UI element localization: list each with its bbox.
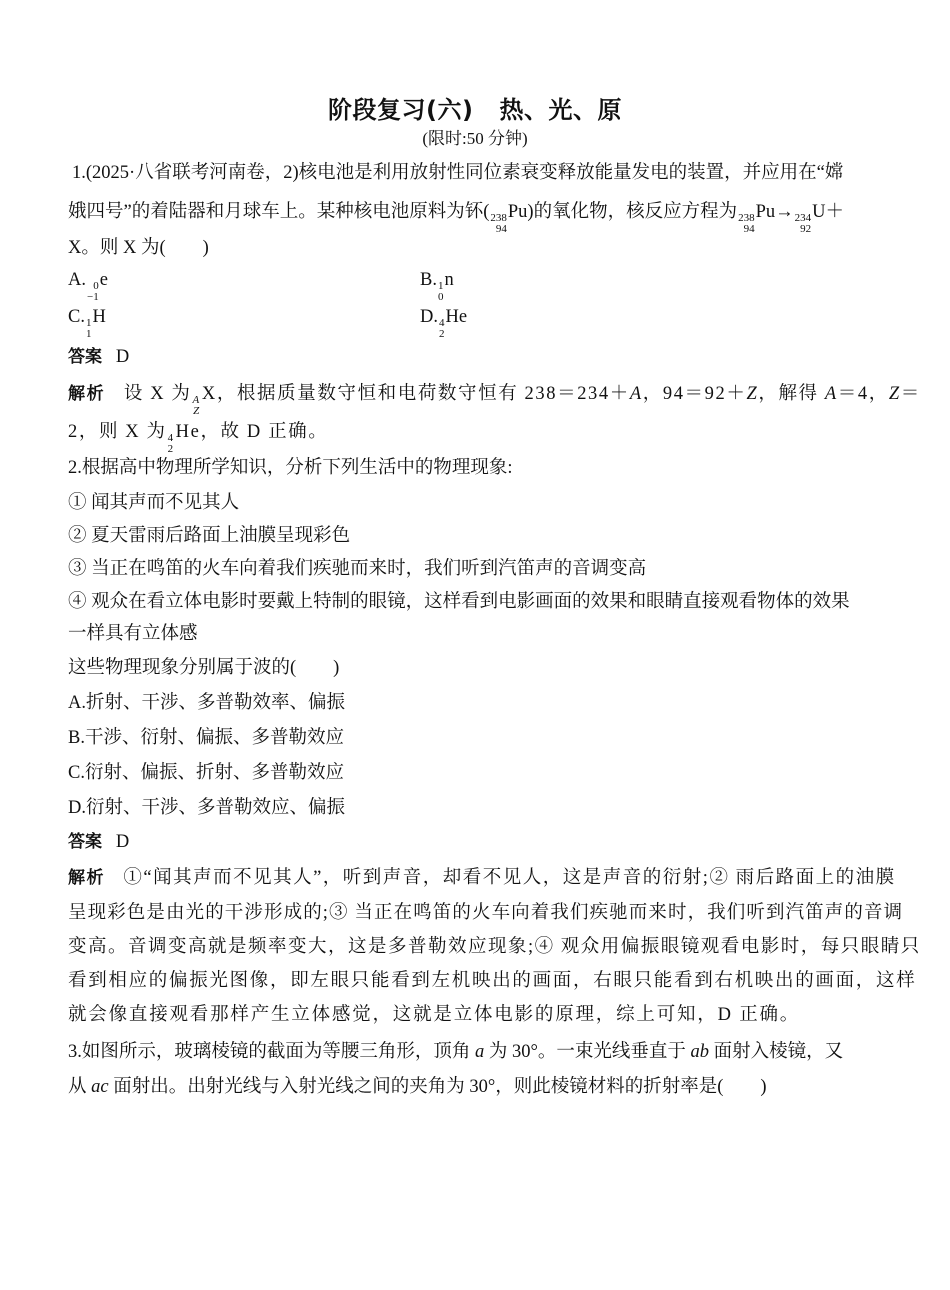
q2-analysis-line5: 就会像直接观看那样产生立体感觉，这就是立体电影的原理，综上可知，D 正确。: [68, 1005, 801, 1025]
q2-item-4-cont: 一样具有立体感: [68, 624, 198, 644]
q2-analysis-line2: 呈现彩色是由光的干涉形成的;③ 当正在鸣笛的火车向着我们疾驰而来时，我们听到汽笛声的音调: [68, 903, 904, 923]
q2-answer: 答案 D: [68, 832, 130, 852]
page-title: [0, 90, 950, 125]
q2-item-1: ① 闻其声而不见其人: [68, 493, 240, 513]
title-right: 热、光、原: [499, 96, 622, 124]
nuclide-pu-eq: 238 94 Pu: [738, 202, 776, 235]
q2-analysis-line1: 解析 ①“闻其声而不见其人”，听到声音，却看不见人，这是声音的衍射;② 雨后路面上的油膜: [68, 868, 896, 888]
q1-answer: 答案 D: [68, 347, 130, 367]
q2-item-4: ④ 观众在看立体电影时要戴上特制的眼镜，这样看到电影画面的效果和眼睛直接观看物体的效果: [68, 592, 850, 612]
q2-option-a: A.折射、干涉、多普勒效率、偏振: [68, 693, 345, 713]
q1-option-c: C. 1 1 H: [68, 307, 106, 340]
q3-line2: 从 ac 面射出。出射光线与入射光线之间的夹角为 30°，则此棱镜材料的折射率是( ): [68, 1077, 767, 1097]
q3-line1: 3.如图所示，玻璃棱镜的截面为等腰三角形，顶角 a 为 30°。一束光线垂直于 ab 面射入棱镜，又: [68, 1042, 844, 1062]
q2-option-c: C.衍射、偏振、折射、多普勒效应: [68, 763, 344, 783]
q1-analysis-line1: 解析 设 X 为 A Z X，根据质量数守恒和电荷数守恒有 238＝234＋A，94＝92＋Z，解得 A＝4，Z＝: [68, 384, 921, 417]
title-left: 阶段复习(六): [328, 96, 474, 124]
q2-item-3: ③ 当正在鸣笛的火车向着我们疾驰而来时，我们听到汽笛声的音调变高: [68, 559, 647, 579]
arrow: →: [775, 202, 794, 222]
nuclide-pu: 238 94 Pu: [490, 202, 528, 235]
nuclide-u: 234 92 U: [794, 202, 826, 235]
q1-line3: X。则 X 为( ): [68, 238, 209, 258]
q2-option-b: B.干涉、衍射、偏振、多普勒效应: [68, 728, 344, 748]
q1-option-b: B. 1 0 n: [420, 270, 454, 303]
q1-line2: 娥四号”的着陆器和月球车上。某种核电池原料为钚( 238 94 Pu)的氧化物，核反应方程为 238 94 Pu→ 234 92 U＋: [68, 202, 845, 235]
time-limit: (限时:50 分钟): [422, 129, 528, 148]
q2-analysis-line3: 变高。音调变高就是频率变大，这是多普勒效应现象;④ 观众用偏振眼镜观看电影时，每只眼睛只: [68, 937, 921, 957]
q2-analysis-line4: 看到相应的偏振光图像，即左眼只能看到左机映出的画面，右眼只能看到右机映出的画面，这样: [68, 971, 917, 991]
q2-question: 这些物理现象分别属于波的( ): [68, 658, 340, 678]
q1-option-a: A. 0 −1 e: [68, 270, 108, 303]
q1-analysis-line2: 2，则 X 为 4 2 He，故 D 正确。: [68, 422, 329, 455]
q1-option-d: D. 4 2 He: [420, 307, 468, 340]
q1-line1: 1.(2025·八省联考河南卷，2)核电池是利用放射性同位素衰变释放能量发电的装置，并应用在“嫦: [72, 163, 844, 183]
q2-item-2: ② 夏天雷雨后路面上油膜呈现彩色: [68, 526, 351, 546]
q2-option-d: D.衍射、干涉、多普勒效应、偏振: [68, 798, 345, 818]
q2-stem: 2.根据高中物理所学知识，分析下列生活中的物理现象:: [68, 458, 513, 478]
